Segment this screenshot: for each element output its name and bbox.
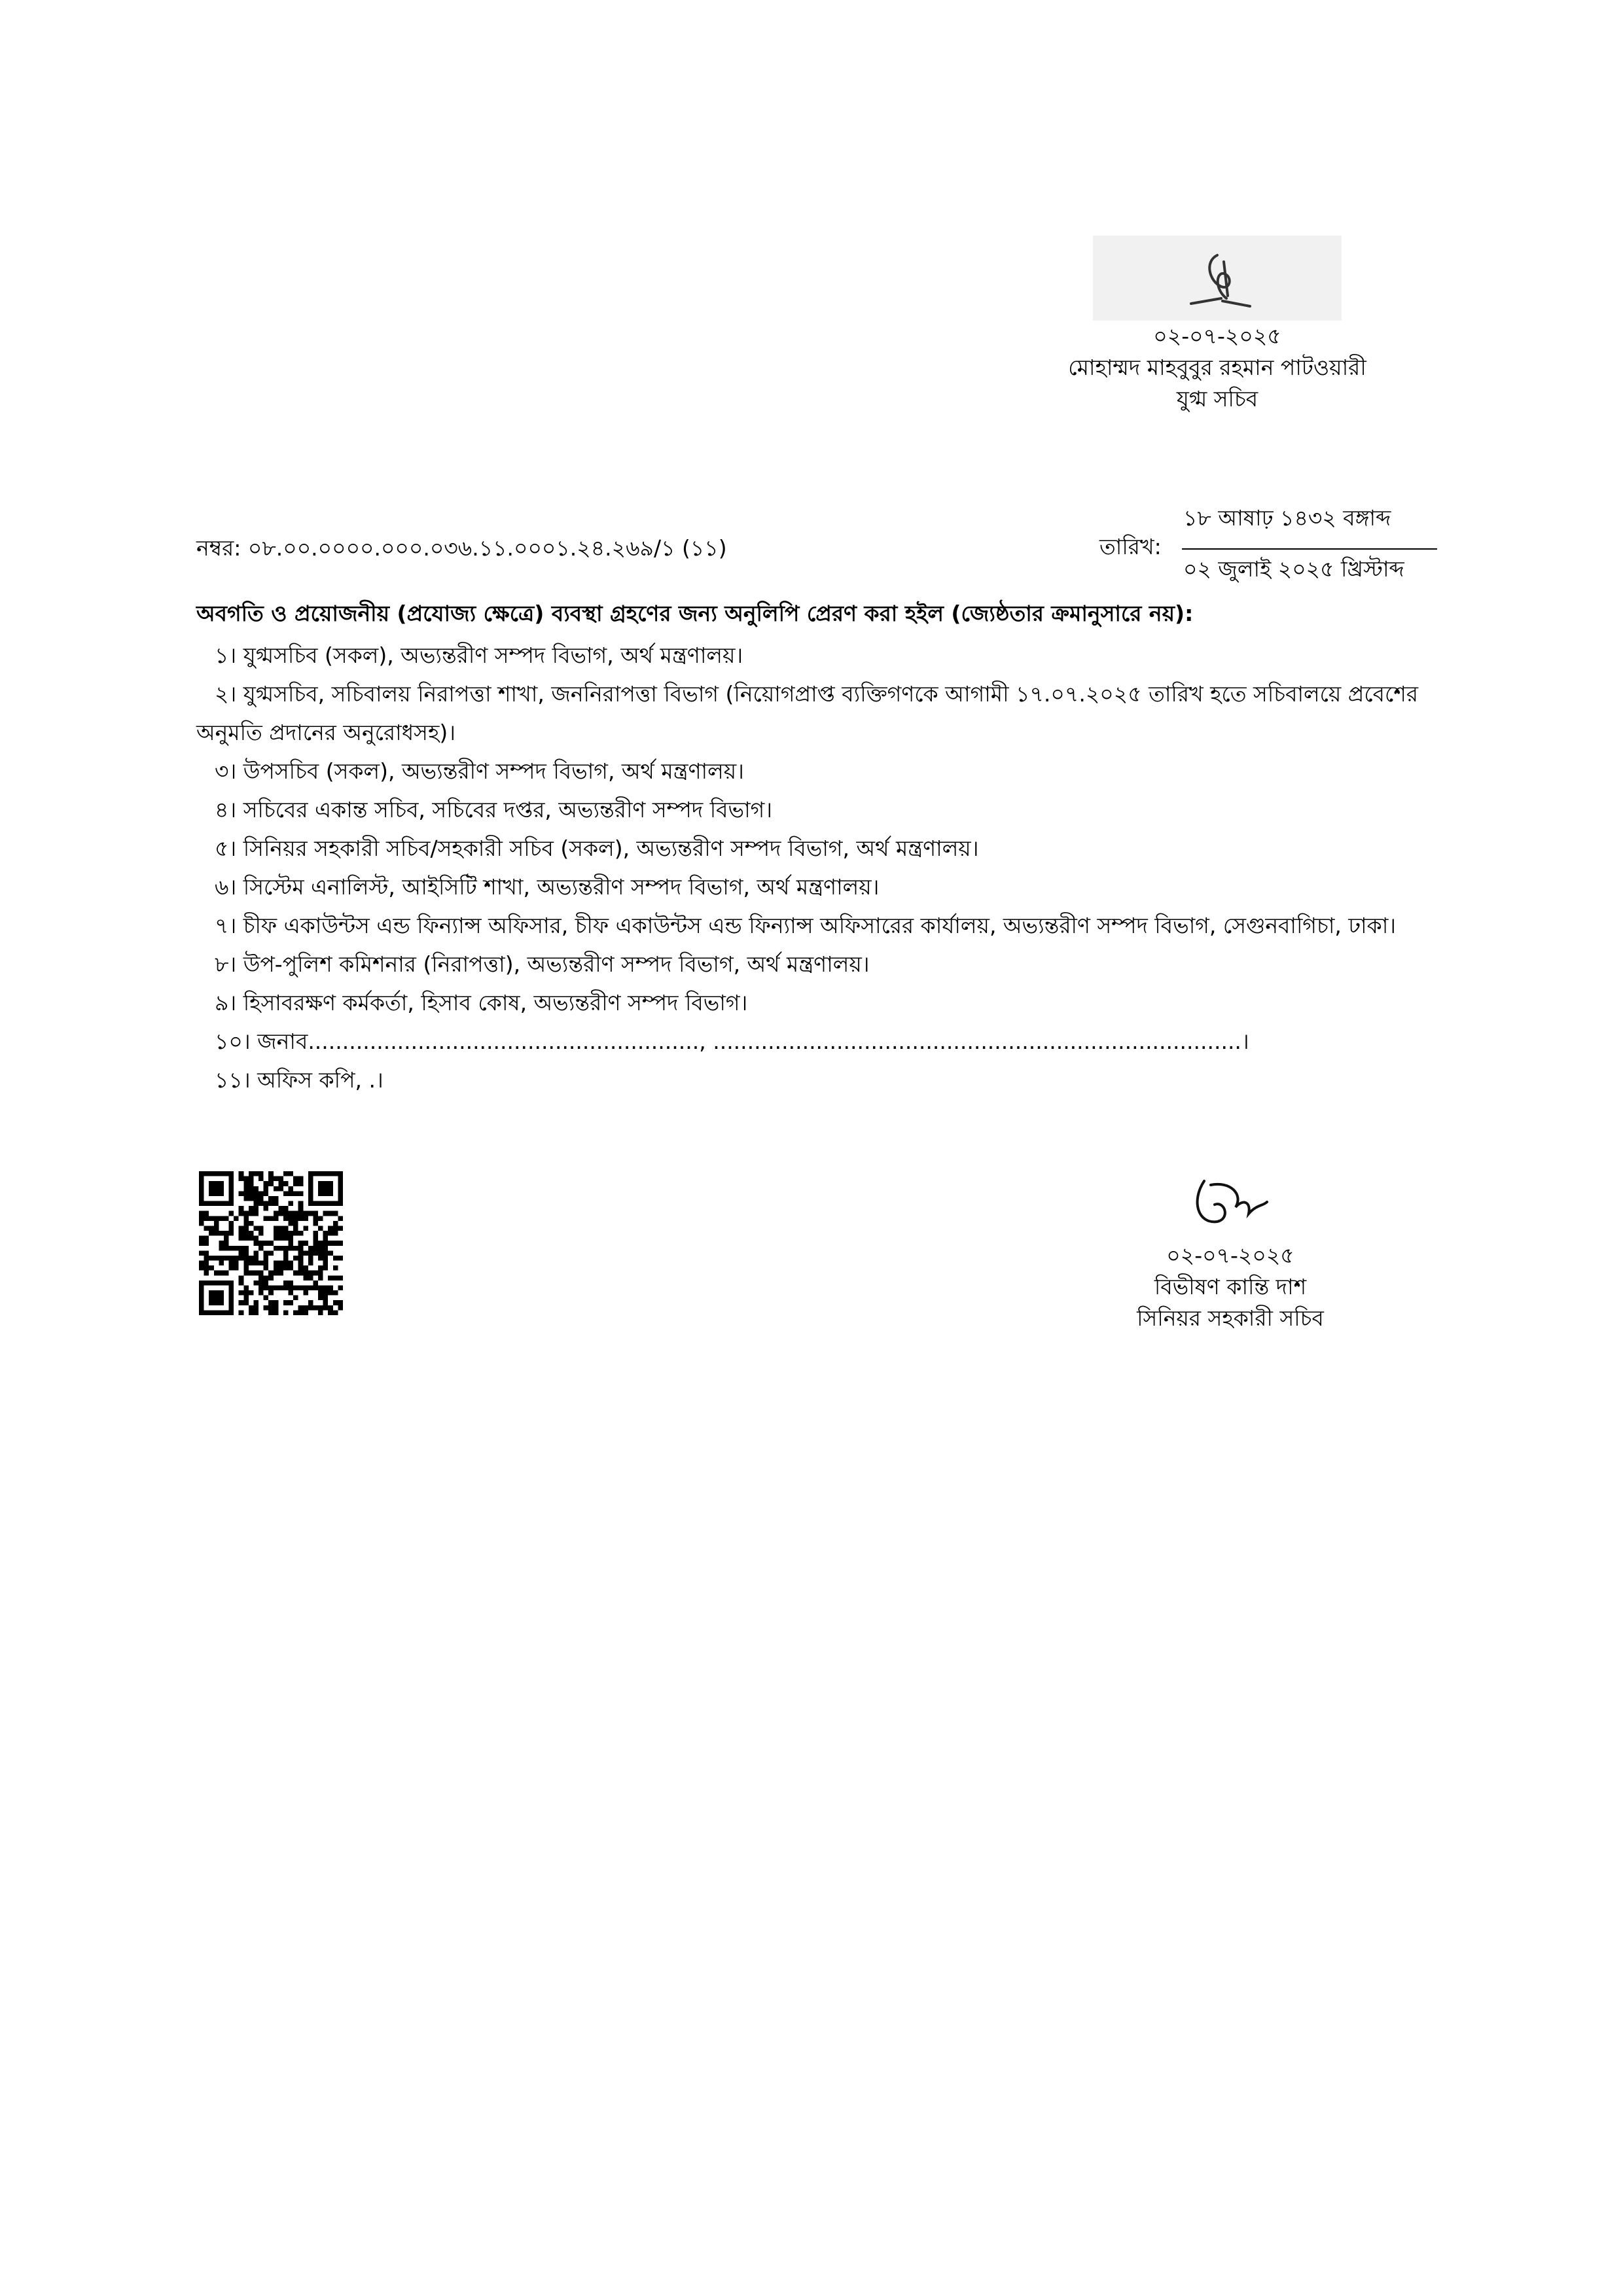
list-item: ৬। সিস্টেম এনালিস্ট, আইসিটি শাখা, অভ্যন্তরীণ সম্পদ বিভাগ, অর্থ মন্ত্রণালয়।: [215, 874, 880, 900]
list-item: ৫। সিনিয়র সহকারী সচিব/সহকারী সচিব (সকল), অভ্যন্তরীণ সম্পদ বিভাগ, অর্থ মন্ত্রণালয়।: [215, 836, 979, 861]
top-signature-image: [1093, 236, 1342, 321]
list-item: ২। যুগ্মসচিব, সচিবালয় নিরাপত্তা শাখা, জননিরাপত্তা বিভাগ (নিয়োগপ্রাপ্ত ব্যক্তিগণকে আগামী ১৭.০৭.২০২৫ তারিখ হতে সচিবালয়ে প্রবেশের অনুমতি প্রদানের অনুরোধসহ)।: [196, 681, 1418, 745]
date-bengali: ১৮ আষাঢ় ১৪৩২ বঙ্গাব্দ: [1183, 505, 1391, 531]
top-signatory-date: ০২-০৭-২০২৫: [1153, 323, 1281, 349]
top-signatory-block: [982, 236, 1453, 415]
bottom-signatory-designation: সিনিয়র সহকারী সচিব: [1137, 1305, 1324, 1331]
list-item: ৭। চীফ একাউন্টস এন্ড ফিন্যান্স অফিসার, চীফ একাউন্টস এন্ড ফিন্যান্স অফিসারের কার্যালয়, অভ্যন্তরীণ সম্পদ বিভাগ, সেগুনবাগিচা, ঢাকা।: [215, 913, 1397, 938]
list-item: ৮। উপ-পুলিশ কমিশনার (নিরাপত্তা), অভ্যন্তরীণ সম্পদ বিভাগ, অর্থ মন্ত্রণালয়।: [215, 951, 870, 977]
list-item: ৯। হিসাবরক্ষণ কর্মকর্তা, হিসাব কোষ, অভ্যন্তরীণ সম্পদ বিভাগ।: [215, 990, 748, 1016]
top-signatory-name: মোহাম্মদ মাহবুবুর রহমান পাটওয়ারী: [1068, 355, 1366, 380]
bottom-signature-image: [1165, 1161, 1296, 1240]
list-item: ৩। উপসচিব (সকল), অভ্যন্তরীণ সম্পদ বিভাগ, অর্থ মন্ত্রণালয়।: [215, 758, 744, 784]
distribution-heading: অবগতি ও প্রয়োজনীয় (প্রযোজ্য ক্ষেত্রে) ব্যবস্থা গ্রহণের জন্য অনুলিপি প্রেরণ করা হইল (জ্যেষ্ঠতার ক্রমানুসারে নয়):: [196, 601, 1194, 626]
bottom-signatory-block: [1047, 1161, 1414, 1334]
list-item: ৪। সচিবের একান্ত সচিব, সচিবের দপ্তর, অভ্যন্তরীণ সম্পদ বিভাগ।: [215, 797, 773, 822]
list-item: ১১। অফিস কপি, .।: [215, 1067, 383, 1093]
bottom-signatory-date: ০২-০৭-২০২৫: [1166, 1243, 1294, 1268]
signature-scribble-icon: [1093, 236, 1342, 321]
date-english: ০২ জুলাই ২০২৫ খ্রিস্টাব্দ: [1183, 556, 1404, 582]
date-divider: [1182, 548, 1437, 550]
memo-number: নম্বর: ০৮.০০.০০০০.০০০.০৩৬.১১.০০০১.২৪.২৬৯/১ (১১): [196, 535, 727, 561]
list-item: ১০। জনাব........................................................., .............................................................................।: [215, 1029, 1249, 1054]
top-signatory-designation: যুগ্ম সচিব: [1176, 386, 1258, 412]
date-label: তারিখ:: [1099, 534, 1162, 559]
memo-date-block: [1099, 501, 1453, 580]
list-item: ১। যুগ্মসচিব (সকল), অভ্যন্তরীণ সম্পদ বিভাগ, অর্থ মন্ত্রণালয়।: [215, 643, 743, 668]
qr-code-icon: [199, 1171, 343, 1315]
bottom-signatory-name: বিভীষণ কান্তি দাশ: [1154, 1274, 1307, 1299]
signature-scribble-icon: [1165, 1161, 1296, 1240]
distribution-list: [196, 636, 1453, 1099]
